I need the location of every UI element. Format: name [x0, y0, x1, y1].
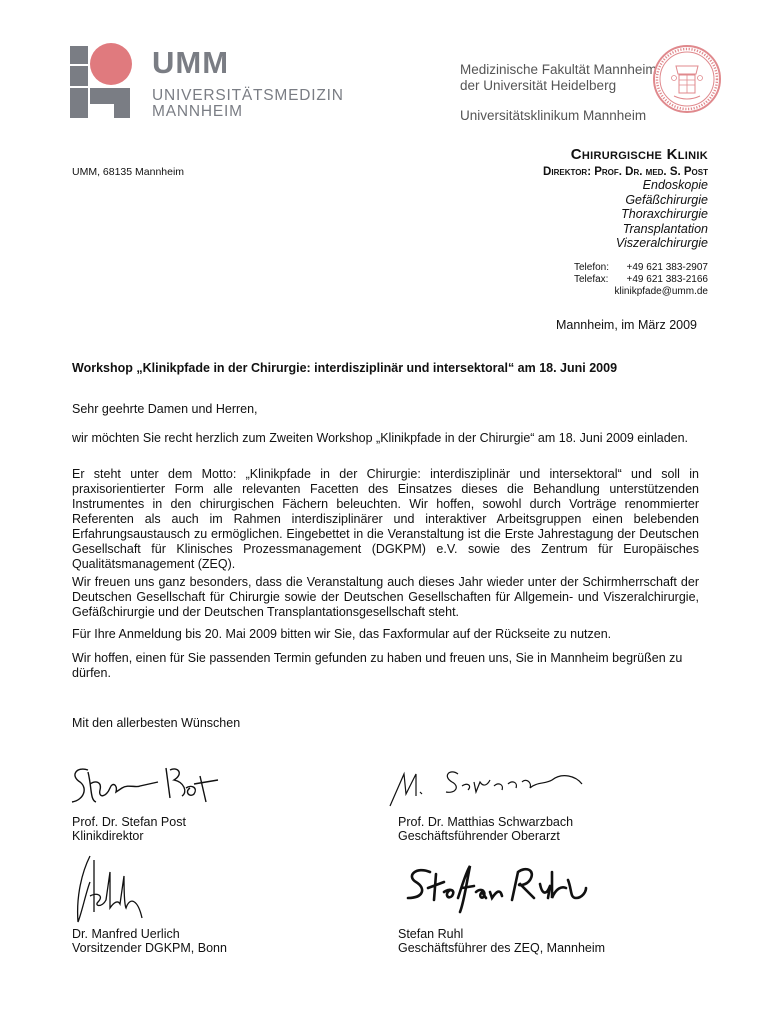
logo-subtitle-2: MANNHEIM [152, 103, 243, 120]
phone-row [574, 262, 708, 274]
paragraph-2: Er steht unter dem Motto: „Klinikpfade in der Chirurgie: interdisziplinär und intersektoral“ und soll in praxisorientierter Form alle relevanten Facetten des Einsatzes dieses die Behandlung unterstützenden Instrumentes in den chirurgischen Fächern beleuchten. Wir hoffen, sowohl durch Vorträge renommierter Referenten als auch im Rahmen interdisziplinärer und interaktiver Arbeitsgruppen einen belebenden Erfahrungsaustausch zu ermöglichen. Eingebettet in die Veranstaltung ist die Erste Jahrestagung der Deutschen Gesellschaft für Klinisches Prozessmanagement (DGKPM) e.V. sowie des Zentrum für Europäisches Qualitätsmanagement (ZEQ). [72, 467, 699, 571]
signatory-4 [398, 927, 605, 955]
signatory-role: Geschäftsführer des ZEQ, Mannheim [398, 941, 606, 955]
umm-logo [68, 42, 344, 122]
signatory-2 [398, 815, 573, 843]
faculty-line-2: der Universität Heidelberg [460, 78, 617, 93]
signature-uerlich [68, 852, 158, 928]
signatory-name: Prof. Dr. Stefan Post [72, 815, 186, 829]
signature-ruhl [400, 858, 590, 918]
contact-block [574, 262, 708, 298]
signatory-role: Vorsitzender DGKPM, Bonn [72, 941, 227, 955]
email-address: klinikpfade@umm.de [614, 286, 708, 297]
phone-label: Telefon: [574, 262, 610, 273]
signature-post [66, 758, 226, 810]
clinic-director: Direktor: Prof. Dr. med. S. Post [543, 166, 708, 178]
signatory-name: Dr. Manfred Uerlich [72, 927, 180, 941]
specialty-item: Viszeralchirurgie [615, 236, 708, 250]
paragraph-5: Wir hoffen, einen für Sie passenden Termin gefunden zu haben und freuen uns, Sie in Mannheim begrüßen zu dürfen. [72, 651, 683, 680]
phone-number: +49 621 383-2907 [626, 262, 708, 273]
signatory-role: Klinikdirektor [72, 829, 144, 843]
university-seal-icon [652, 44, 722, 114]
logo-wordmark: UMM [152, 45, 230, 80]
sender-address: UMM, 68135 Mannheim [72, 166, 185, 178]
subject-line: Workshop „Klinikpfade in der Chirurgie: interdisziplinär und intersektoral“ am 18. Juni 2009 [72, 361, 618, 375]
umm-logo-mark [68, 42, 148, 122]
clinic-block [543, 146, 708, 251]
fax-number: +49 621 383-2166 [626, 274, 708, 285]
clinic-name: Chirurgische Klinik [570, 146, 708, 163]
paragraph-3: Wir freuen uns ganz besonders, dass die Veranstaltung auch dieses Jahr wieder unter der Schirmherrschaft der Deutschen Gesellschaft für Chirurgie sowie der Deutschen Gesellschaften für Allgemein- und Viszeralchirurgie, Gefäßchirurgie und der Deutschen Transplantationsgesellschaft steht. [72, 575, 699, 619]
fax-row [574, 274, 708, 286]
faculty-block [460, 62, 657, 124]
signatory-name: Stefan Ruhl [398, 927, 464, 941]
specialty-item: Transplantation [622, 221, 708, 236]
signature-schwarzbach [386, 752, 586, 810]
signatory-role: Geschäftsführender Oberarzt [398, 829, 560, 843]
salutation: Sehr geehrte Damen und Herren, [72, 402, 258, 416]
faculty-line-3: Universitätsklinikum Mannheim [460, 108, 647, 123]
paragraph-4: Für Ihre Anmeldung bis 20. Mai 2009 bitten wir Sie, das Faxformular auf der Rückseite zu nutzen. [72, 627, 612, 641]
fax-label: Telefax: [574, 274, 609, 285]
signatory-name: Prof. Dr. Matthias Schwarzbach [398, 815, 574, 829]
specialty-item: Thoraxchirurgie [621, 207, 708, 221]
logo-subtitle-1: UNIVERSITÄTSMEDIZIN [152, 87, 344, 104]
paragraph-1: wir möchten Sie recht herzlich zum Zweiten Workshop „Klinikpfade in der Chirurgie“ am 18. Juni 2009 einladen. [72, 431, 689, 445]
faculty-line-1: Medizinische Fakultät Mannheim [460, 62, 657, 77]
specialty-item: Endoskopie [642, 178, 708, 192]
place-date: Mannheim, im März 2009 [555, 318, 697, 332]
specialty-item: Gefäßchirurgie [625, 192, 708, 207]
signatory-1 [72, 815, 186, 843]
closing: Mit den allerbesten Wünschen [72, 716, 241, 730]
signatory-3 [72, 927, 227, 955]
